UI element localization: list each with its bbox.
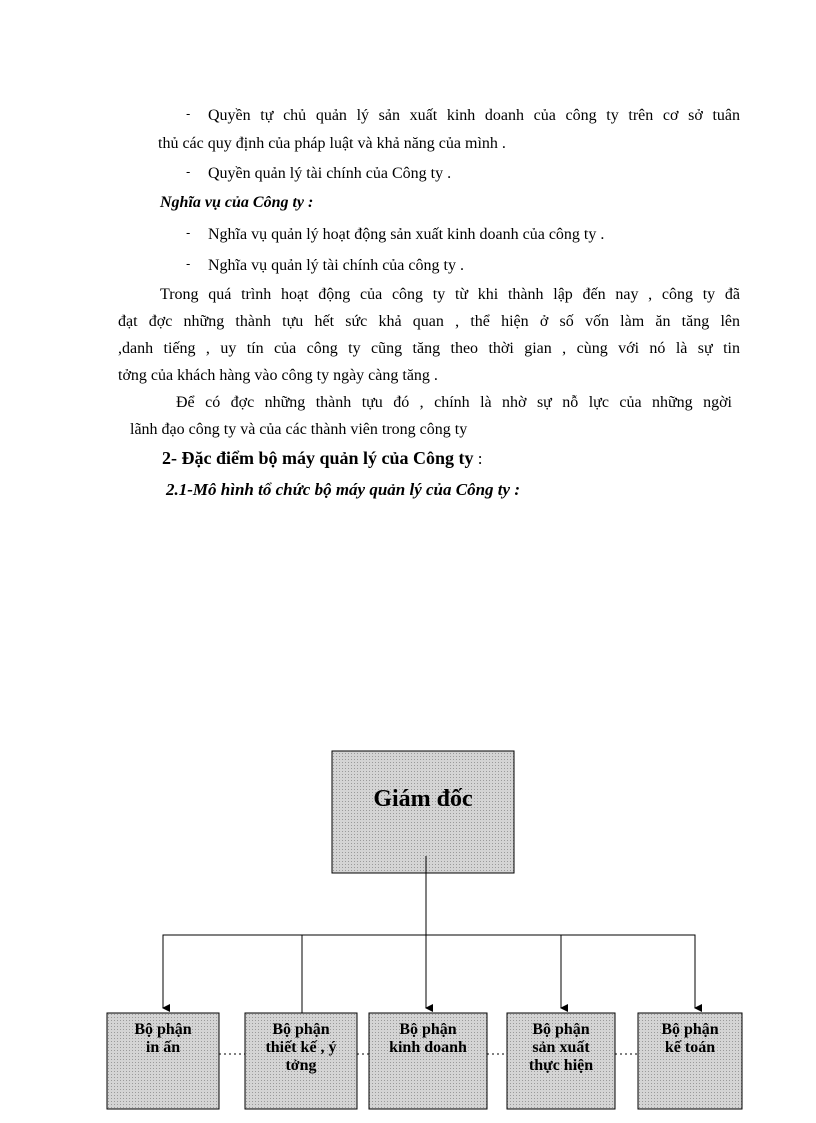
section-heading-text: 2- Đặc điểm bộ máy quản lý của Công ty [162,448,474,468]
bullet1-line2: thủ các quy định của pháp luật và khả năng của mình . [158,135,506,152]
bullet-dash: - [186,164,191,179]
dept-4-label-line-1: Bộ phận [532,1021,590,1038]
root-label: Giám đốc [373,786,473,812]
bullet-dash: - [186,256,191,271]
dept-1-label-line-2: in ấn [145,1039,181,1056]
horizontal-bus [163,935,695,1008]
para1-line2: đạt đợc những thành tựu hết sức khả quan , thể hiện ở số vốn làm ăn tăng lên [118,313,740,330]
bullet1-line1: Quyền tự chủ quản lý sản xuất kinh doanh của công ty trên cơ sở tuân [208,107,740,124]
dept-3-label-line-2: kinh doanh [389,1039,467,1056]
obligations-title: Nghĩa vụ của Công ty : [160,194,314,211]
dept-4-label-line-3: thực hiện [528,1057,594,1074]
para2-line2: lãnh đạo công ty và của các thành viên trong công ty [130,421,468,438]
para1-line4: tởng của khách hàng vào công ty ngày càng tăng . [118,367,438,384]
root-box [332,751,514,873]
para1-line3: ,danh tiếng , uy tín của công ty cũng tăng theo thời gian , cùng với nó là sự tin [118,340,740,357]
dept-2-label-line-2: thiết kế , ý [265,1039,337,1056]
subsection-heading: 2.1-Mô hình tổ chức bộ máy quản lý của Công ty : [166,480,520,499]
dept-3-label-line-1: Bộ phận [399,1021,457,1038]
dept-5-label-line-2: kế toán [664,1039,716,1056]
dept-5-label-line-1: Bộ phận [661,1021,719,1038]
dept-1-label-line-1: Bộ phận [134,1021,192,1038]
dept-2-label-line-3: tởng [285,1057,317,1074]
section-heading-colon: : [473,449,483,468]
bullet3: Nghĩa vụ quản lý hoạt động sản xuất kinh doanh của công ty . [208,226,605,243]
bullet-dash: - [186,225,191,240]
bullet-dash: - [186,106,191,121]
dept-2-label-line-1: Bộ phận [272,1021,330,1038]
bullet2: Quyền quản lý tài chính của Công ty . [208,165,452,182]
dept-4-label-line-2: sản xuất [532,1039,590,1056]
bullet4: Nghĩa vụ quản lý tài chính của công ty . [208,257,464,274]
para2-line1: Để có đợc những thành tựu đó , chính là nhờ sự nỗ lực của những ngời [176,394,732,411]
para1-line1: Trong quá trình hoạt động của công ty từ khi thành lập đến nay , công ty đã [160,286,740,303]
